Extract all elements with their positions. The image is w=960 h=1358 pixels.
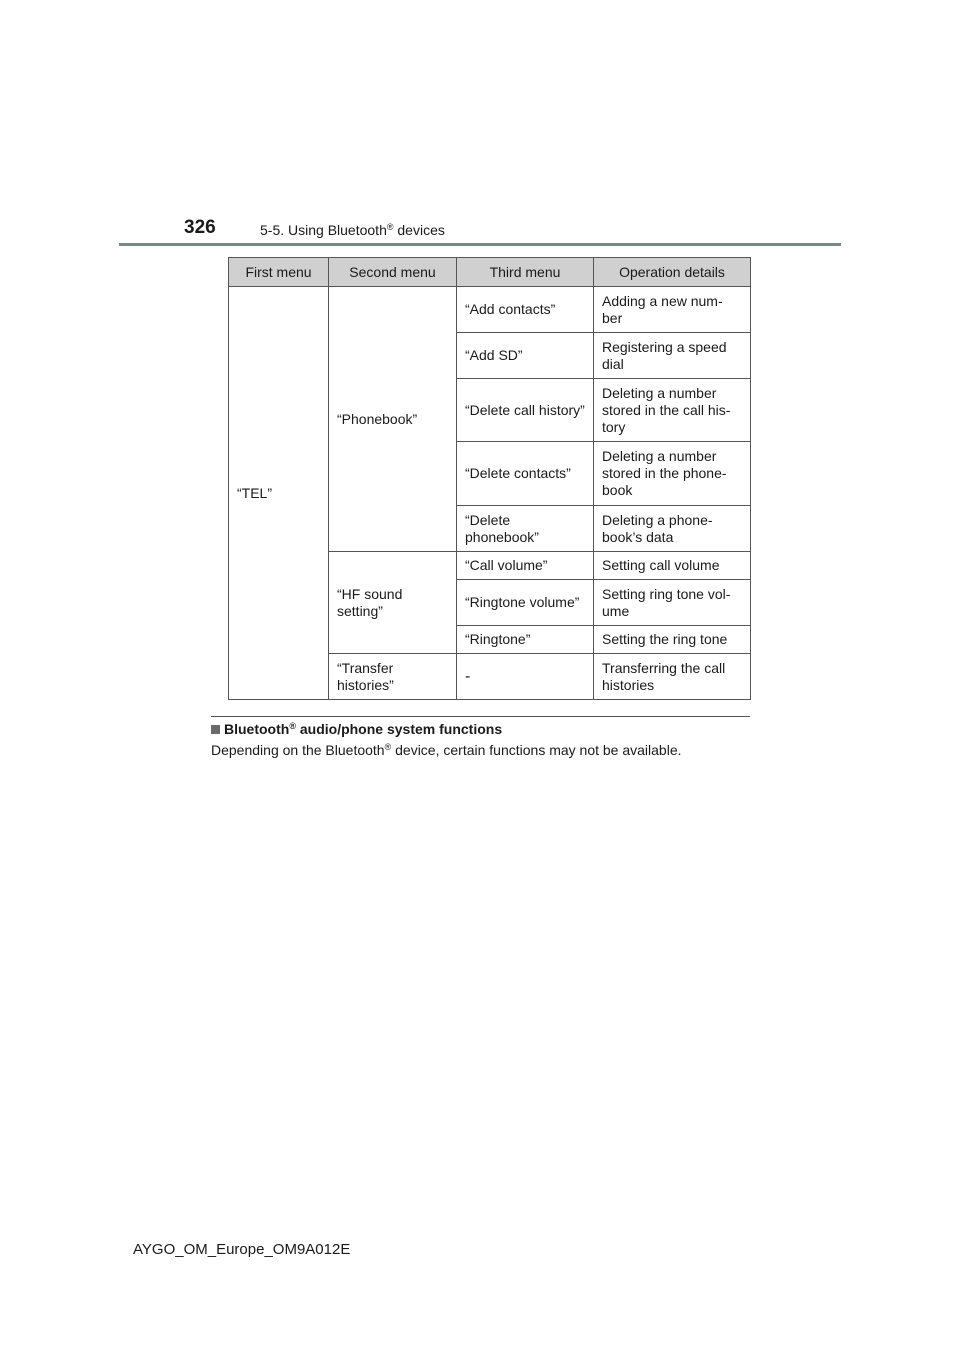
- note-heading-prefix: Bluetooth: [224, 721, 290, 737]
- section-title-suffix: devices: [393, 222, 445, 238]
- square-bullet-icon: [211, 725, 220, 734]
- section-title: [260, 222, 445, 238]
- third-menu-cell: “Delete contacts”: [457, 442, 594, 506]
- second-menu-cell: “Phonebook”: [329, 287, 457, 552]
- operation-details-cell: Setting the ring tone: [594, 626, 751, 654]
- column-header-operation-details: Operation details: [594, 258, 751, 287]
- registered-mark: ®: [386, 222, 394, 232]
- table-header-row: [229, 258, 751, 287]
- section-divider: [211, 716, 750, 717]
- third-menu-cell: “Call volume”: [457, 552, 594, 580]
- third-menu-cell: “Delete call history”: [457, 379, 594, 442]
- note-heading: [211, 721, 502, 737]
- third-menu-cell: “Add contacts”: [457, 287, 594, 333]
- header-rule: [119, 243, 841, 246]
- operation-details-cell: Deleting a phone-book’s data: [594, 506, 751, 552]
- third-menu-cell: -: [457, 654, 594, 700]
- registered-mark: ®: [289, 721, 296, 731]
- operation-details-cell: Adding a new num-ber: [594, 287, 751, 333]
- third-menu-cell: “Ringtone volume”: [457, 580, 594, 626]
- third-menu-cell: “Delete phonebook”: [457, 506, 594, 552]
- operation-details-cell: Setting call volume: [594, 552, 751, 580]
- note-heading-suffix: audio/phone system functions: [295, 721, 503, 737]
- third-menu-cell: “Ringtone”: [457, 626, 594, 654]
- operation-details-cell: Deleting a number stored in the call his-tory: [594, 379, 751, 442]
- note-body: [211, 742, 682, 758]
- operation-details-cell: Transferring the call histories: [594, 654, 751, 700]
- column-header-first-menu: First menu: [229, 258, 329, 287]
- note-body-prefix: Depending on the Bluetooth: [211, 742, 385, 758]
- menu-table: [228, 257, 751, 700]
- footer-doc-id: AYGO_OM_Europe_OM9A012E: [133, 1241, 351, 1258]
- page-number: 326: [184, 217, 216, 238]
- section-title-prefix: 5-5. Using Bluetooth: [260, 222, 387, 238]
- operation-details-cell: Registering a speed dial: [594, 333, 751, 379]
- column-header-second-menu: Second menu: [329, 258, 457, 287]
- second-menu-cell: “HF sound setting”: [329, 552, 457, 654]
- table-row: [229, 287, 751, 333]
- note-body-suffix: device, certain functions may not be available.: [391, 742, 682, 758]
- third-menu-cell: “Add SD”: [457, 333, 594, 379]
- column-header-third-menu: Third menu: [457, 258, 594, 287]
- registered-mark: ®: [384, 742, 392, 752]
- operation-details-cell: Setting ring tone vol-ume: [594, 580, 751, 626]
- operation-details-cell: Deleting a number stored in the phone-book: [594, 442, 751, 506]
- first-menu-cell: “TEL”: [229, 287, 329, 700]
- second-menu-cell: “Transfer histories”: [329, 654, 457, 700]
